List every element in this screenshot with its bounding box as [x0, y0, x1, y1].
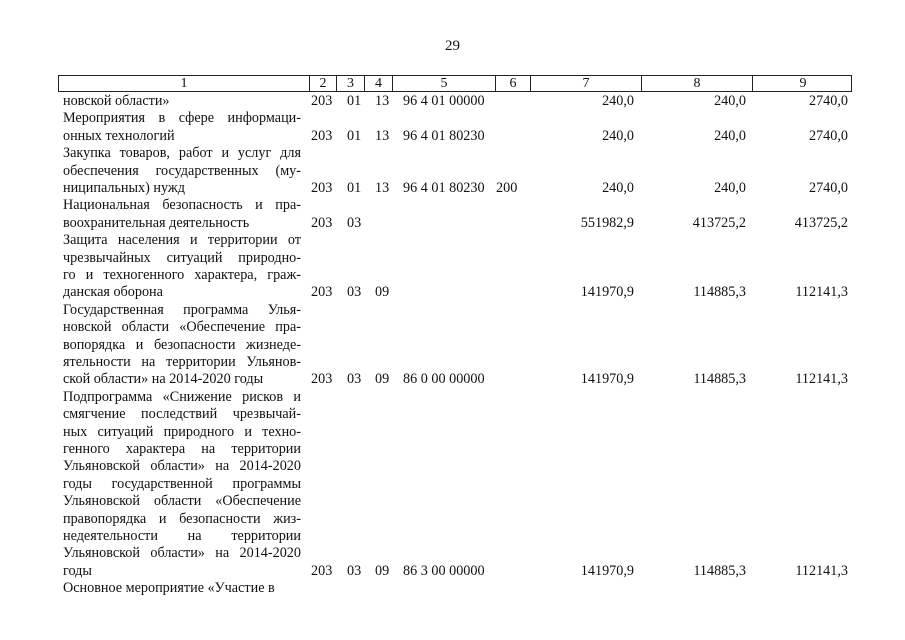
row-name-cell — [63, 232, 301, 302]
header-col-1: 1 — [59, 76, 310, 91]
row-name-line: ниципальных) нужд — [63, 180, 185, 196]
row-name-line: Ульяновской области» на 2014-2020 — [63, 545, 301, 562]
row-name-cell — [63, 145, 301, 197]
row-name-line: правопорядка и безопасности жиз- — [63, 510, 301, 527]
row-name-line: недеятельности на территории — [63, 528, 301, 545]
subsection-cell: 09 — [375, 371, 390, 388]
header-col-5: 5 — [393, 76, 496, 91]
row-name-line: ятельности на территории Ульянов- — [63, 354, 301, 371]
row-name-line: ных ситуаций природного и техно- — [63, 423, 301, 440]
budget-code-cell: 203 — [311, 562, 333, 579]
amount-col-7-cell: 240,0 — [602, 179, 634, 196]
target-article-cell: 96 4 01 80230 — [403, 127, 485, 144]
page-number: 29 — [445, 38, 460, 54]
target-article-cell: 96 4 01 00000 — [403, 93, 485, 109]
budget-code-cell: 203 — [311, 179, 333, 196]
row-name-cell — [63, 110, 301, 145]
budget-code-cell: 203 — [311, 127, 333, 144]
amount-col-7-cell: 240,0 — [602, 127, 634, 144]
amount-col-7-cell: 551982,9 — [580, 214, 634, 231]
section-cell: 03 — [347, 214, 362, 231]
section-cell: 01 — [347, 179, 362, 196]
amount-col-9-cell: 112141,3 — [795, 371, 848, 388]
amount-col-7-cell: 141970,9 — [580, 284, 634, 301]
row-name-line: ской области» на 2014-2020 годы — [63, 371, 264, 388]
subsection-cell: 09 — [375, 562, 390, 579]
row-name-cell — [63, 93, 301, 110]
amount-col-7-cell: 240,0 — [602, 93, 634, 109]
subsection-cell: 09 — [375, 284, 390, 301]
amount-col-7-cell: 141970,9 — [580, 562, 634, 579]
amount-col-8-cell: 240,0 — [714, 93, 746, 109]
row-name-cell — [63, 580, 301, 597]
amount-col-9-cell: 2740,0 — [808, 127, 848, 144]
row-name-line: го и техногенного характера, граж- — [63, 267, 301, 283]
subsection-cell: 13 — [375, 179, 390, 196]
target-article-cell: 86 3 00 00000 — [403, 562, 485, 579]
row-name-line: Защита населения и территории от — [63, 232, 301, 249]
row-name-line: генного характера на территории — [63, 441, 301, 458]
table-row — [0, 197, 905, 232]
target-article-cell: 96 4 01 80230 — [403, 179, 485, 196]
table-row — [0, 110, 905, 145]
section-cell: 03 — [347, 284, 362, 301]
row-name-line: Ульяновской области «Обеспечение — [63, 493, 301, 510]
expense-type-cell: 200 — [496, 179, 518, 196]
amount-col-8-cell: 114885,3 — [693, 562, 746, 579]
header-col-3: 3 — [337, 76, 365, 91]
row-name-line: Основное мероприятие «Участие в — [63, 580, 275, 597]
amount-col-8-cell: 114885,3 — [693, 284, 746, 301]
subsection-cell: 13 — [375, 127, 390, 144]
header-col-4: 4 — [365, 76, 393, 91]
section-cell: 01 — [347, 93, 362, 109]
amount-col-9-cell: 112141,3 — [795, 284, 848, 301]
amount-col-9-cell: 112141,3 — [795, 562, 848, 579]
row-name-line: Подпрограмма «Снижение рисков и — [63, 388, 301, 405]
header-col-6: 6 — [496, 76, 531, 91]
row-name-line: онных технологий — [63, 127, 175, 144]
table-row — [0, 580, 905, 597]
section-cell: 03 — [347, 371, 362, 388]
row-name-line: Ульяновской области» на 2014-2020 — [63, 458, 301, 475]
subsection-cell: 13 — [375, 93, 390, 109]
budget-code-cell: 203 — [311, 371, 333, 388]
table-row — [0, 145, 905, 197]
target-article-cell: 86 0 00 00000 — [403, 371, 485, 388]
amount-col-9-cell: 2740,0 — [808, 179, 848, 196]
row-name-line: данская оборона — [63, 284, 163, 301]
row-name-cell — [63, 197, 301, 232]
row-name-line: годы государственной программы — [63, 475, 301, 492]
amount-col-9-cell: 2740,0 — [808, 93, 848, 109]
row-name-cell — [63, 302, 301, 389]
amount-col-8-cell: 240,0 — [714, 127, 746, 144]
header-col-8: 8 — [642, 76, 753, 91]
budget-code-cell: 203 — [311, 284, 333, 301]
table-row — [0, 302, 905, 389]
table-row — [0, 389, 905, 580]
row-name-line: смягчение последствий чрезвычай- — [63, 406, 301, 423]
table-header-row — [58, 75, 852, 92]
row-name-line: Государственная программа Улья- — [63, 301, 301, 318]
amount-col-8-cell: 114885,3 — [693, 371, 746, 388]
amount-col-9-cell: 413725,2 — [794, 214, 848, 231]
amount-col-7-cell: 141970,9 — [580, 371, 634, 388]
header-col-2: 2 — [310, 76, 337, 91]
row-name-line: новской области «Обеспечение пра- — [63, 319, 301, 336]
row-name-line: годы — [63, 562, 92, 579]
amount-col-8-cell: 413725,2 — [692, 214, 746, 231]
table-row — [0, 232, 905, 302]
row-name-line: Мероприятия в сфере информаци- — [63, 110, 301, 127]
row-name-line: вопорядка и безопасности жизнеде- — [63, 336, 301, 353]
row-name-line: Закупка товаров, работ и услуг для — [63, 145, 301, 162]
budget-code-cell: 203 — [311, 214, 333, 231]
section-cell: 03 — [347, 562, 362, 579]
row-name-line: обеспечения государственных (му- — [63, 162, 301, 179]
section-cell: 01 — [347, 127, 362, 144]
row-name-line: чрезвычайных ситуаций природно- — [63, 249, 301, 266]
row-name-cell — [63, 389, 301, 580]
table-row — [0, 93, 905, 110]
budget-code-cell: 203 — [311, 93, 333, 109]
amount-col-8-cell: 240,0 — [714, 179, 746, 196]
row-name-line: воохранительная деятельность — [63, 214, 250, 231]
header-col-9: 9 — [799, 76, 807, 91]
row-name-line: Национальная безопасность и пра- — [63, 197, 301, 214]
row-name-line: новской области» — [63, 93, 170, 109]
header-col-7: 7 — [531, 76, 642, 91]
